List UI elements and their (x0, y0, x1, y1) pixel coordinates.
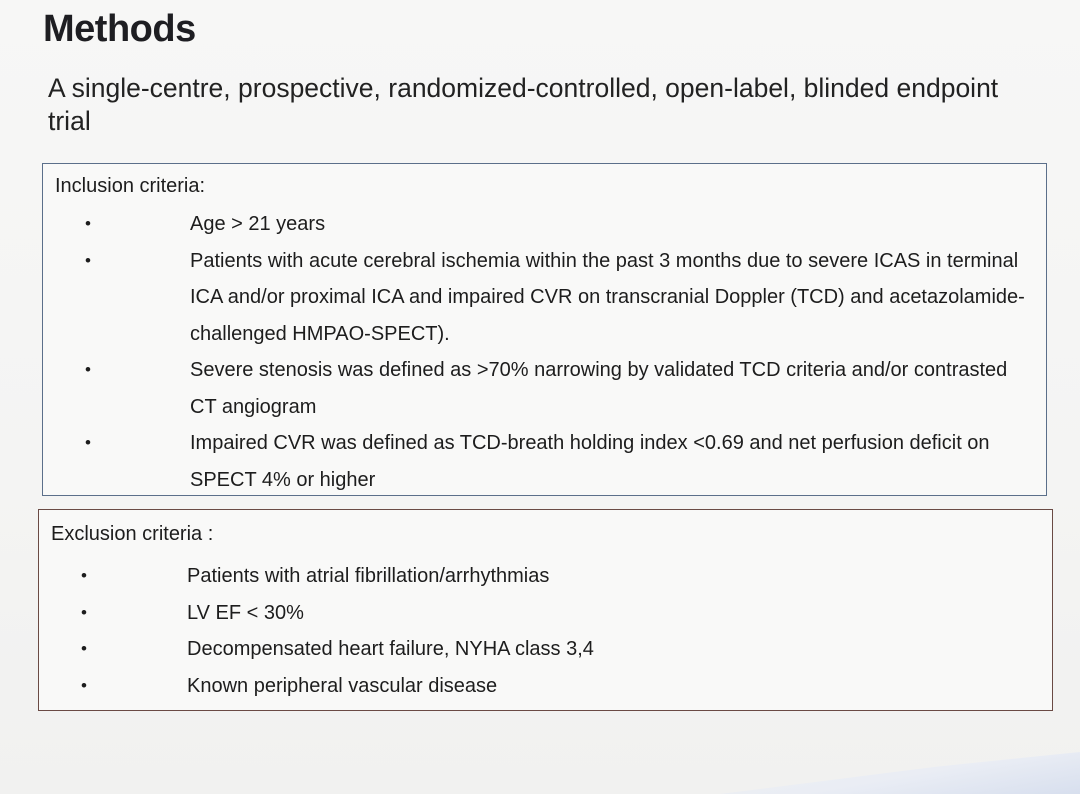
exclusion-criteria-box (38, 509, 1053, 711)
inclusion-criteria-list (43, 206, 1043, 498)
inclusion-item (43, 243, 1043, 353)
exclusion-item-text: Known peripheral vascular disease (187, 674, 498, 697)
exclusion-item-text: Decompensated heart failure, NYHA class 3,4 (187, 638, 594, 660)
exclusion-item (39, 558, 1049, 595)
inclusion-criteria-box (42, 163, 1047, 496)
exclusion-item (39, 595, 1049, 632)
bullet-icon: • (81, 639, 87, 658)
bullet-icon: • (85, 214, 91, 233)
inclusion-item-text: Age > 21 years (190, 213, 326, 235)
bullet-icon: • (85, 360, 91, 379)
bullet-icon: • (81, 566, 87, 585)
exclusion-item-text: LV EF < 30% (187, 601, 304, 624)
inclusion-item (43, 206, 1043, 243)
screen-glare (720, 752, 1080, 794)
exclusion-item (39, 631, 1049, 668)
inclusion-item-text: Patients with acute cerebral ischemia within the past 3 months due to severe ICAS in terminal ICA and/or proximal ICA and impaired CVR on transcranial Doppler (TCD) and acetazolamide-challenged HMPAO-SPECT). (190, 249, 1025, 345)
inclusion-item (43, 352, 1043, 425)
inclusion-criteria-heading: Inclusion criteria: (55, 175, 206, 197)
inclusion-item (43, 425, 1043, 498)
exclusion-criteria-heading: Exclusion criteria : (51, 523, 214, 545)
bullet-icon: • (81, 675, 87, 695)
exclusion-criteria-list (39, 558, 1049, 704)
slide-subtitle: A single-centre, prospective, randomized-controlled, open-label, blinded endpoint trial (48, 73, 999, 136)
inclusion-item-text: Impaired CVR was defined as TCD-breath holding index <0.69 and net perfusion deficit on SPECT 4% or higher (190, 432, 990, 491)
inclusion-item-text: Severe stenosis was defined as >70% narrowing by validated TCD criteria and/or contrasted CT angiogram (190, 359, 1008, 418)
exclusion-item-text: Patients with atrial fibrillation/arrhythmias (187, 565, 550, 587)
exclusion-item (39, 668, 1049, 705)
slide-title: Methods (43, 8, 196, 50)
bullet-icon: • (81, 602, 87, 622)
bullet-icon: • (85, 433, 91, 452)
bullet-icon: • (85, 250, 91, 270)
